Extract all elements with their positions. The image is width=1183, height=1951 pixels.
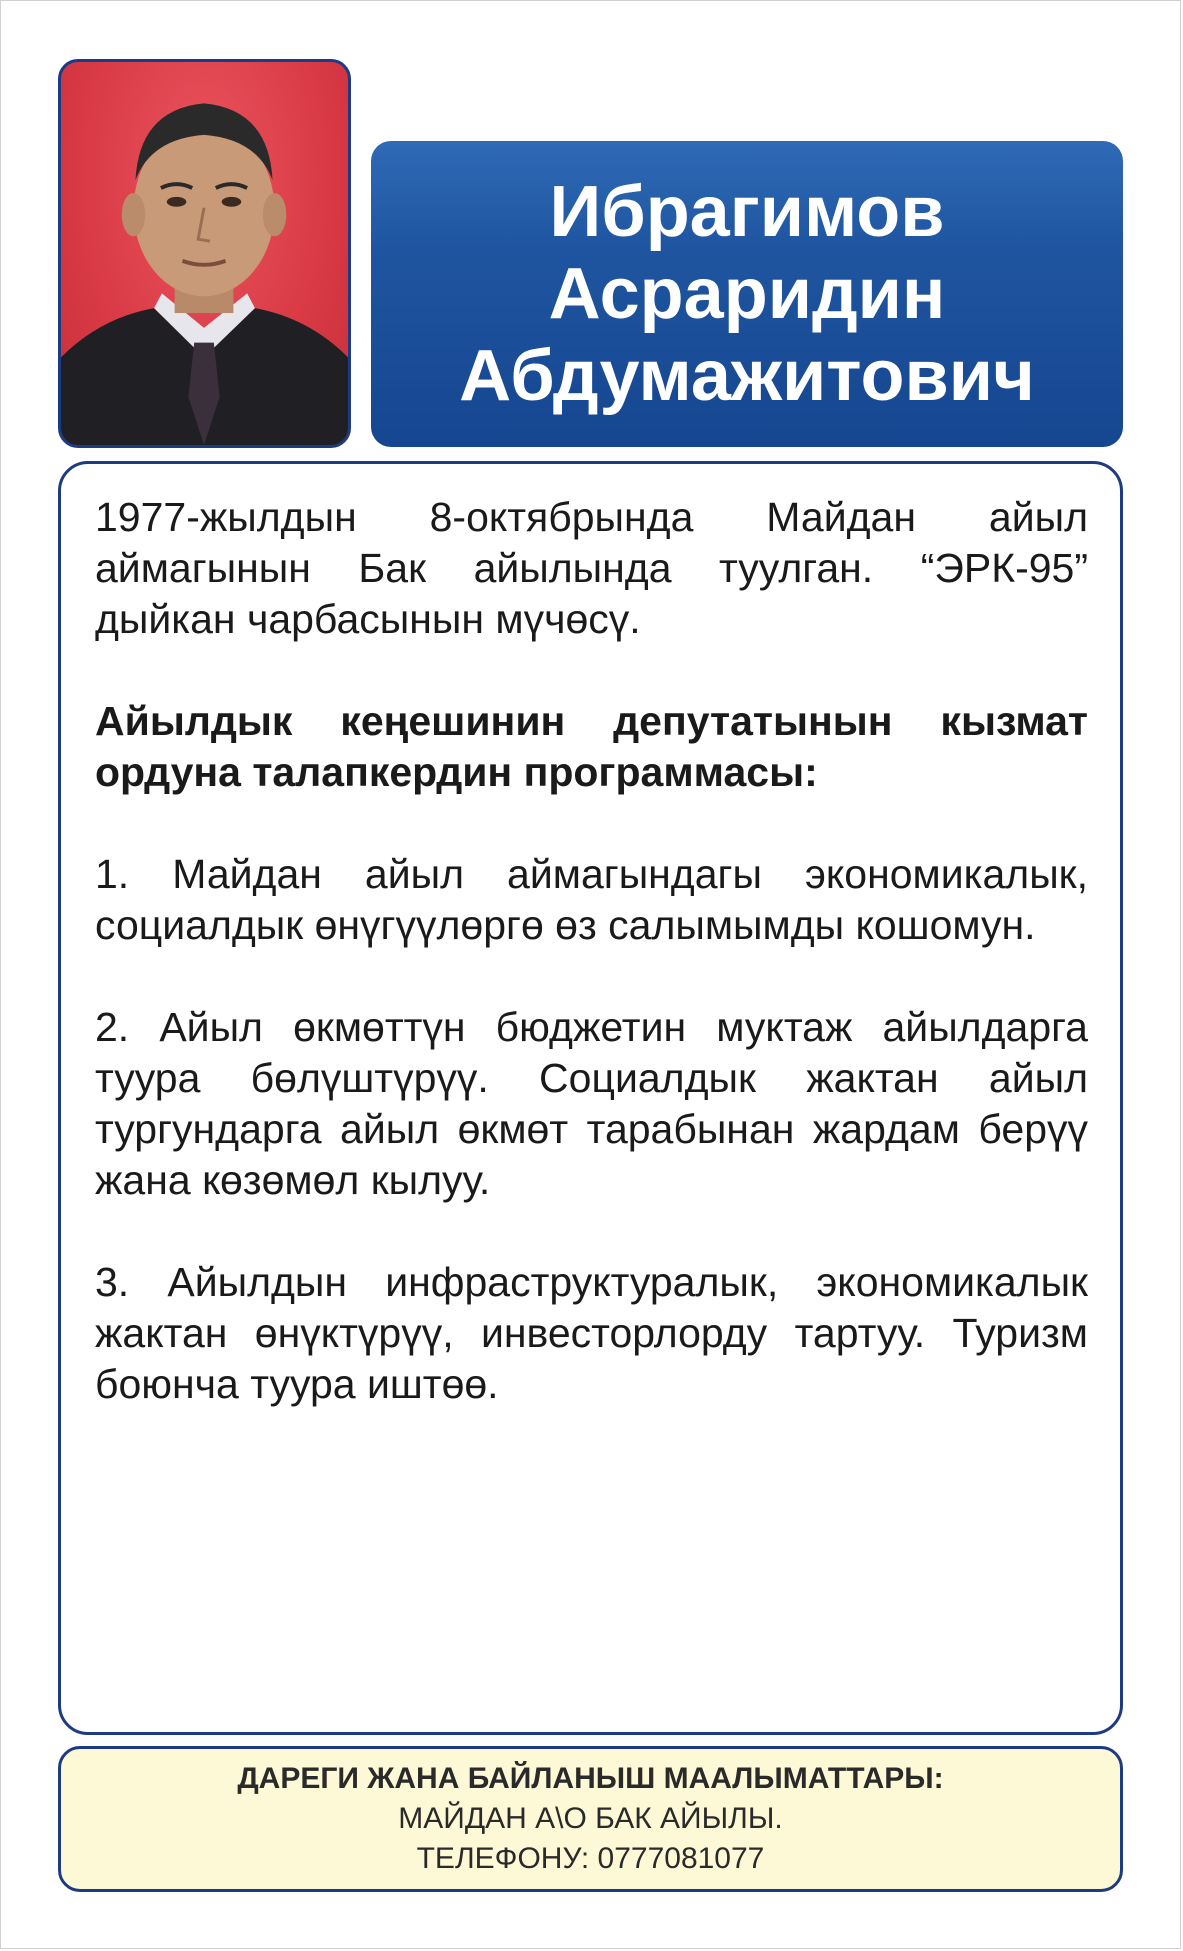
biography-intro: 1977-жылдын 8-октябрында Майдан айыл аймагынын Бак айылында туулган. “ЭРК-95” дыйкан чарбасынын мүчөсү. bbox=[95, 494, 1088, 642]
program-item-1: 1. Майдан айыл аймагындагы экономикалык, социалдык өнүгүүлөргө өз салымымды кошомун. bbox=[95, 851, 1088, 948]
biography-panel bbox=[58, 461, 1123, 1735]
candidate-photo bbox=[58, 59, 351, 448]
program-item-3: 3. Айылдын инфраструктуралык, экономикалык жактан өнүктүрүү, инвесторлорду тартуу. Туризм боюнча туура иштөө. bbox=[95, 1259, 1088, 1407]
candidate-name-banner bbox=[371, 141, 1123, 447]
candidate-surname: Ибрагимов bbox=[549, 172, 945, 252]
contact-title: ДАРЕГИ ЖАНА БАЙЛАНЫШ МААЛЫМАТТАРЫ: bbox=[237, 1762, 944, 1795]
candidate-patronymic: Абдумажитович bbox=[459, 336, 1035, 416]
contact-panel bbox=[58, 1746, 1123, 1892]
contact-address: МАЙДАН А\О БАК АЙЫЛЫ. bbox=[398, 1802, 783, 1835]
program-heading: Айылдык кеңешинин депутатынын кызмат ордуна талапкердин программасы: bbox=[95, 698, 1088, 795]
candidate-first-name: Асраридин bbox=[548, 254, 946, 334]
contact-phone: ТЕЛЕФОНУ: 0777081077 bbox=[416, 1842, 765, 1875]
program-item-2: 2. Айыл өкмөттүн бюджетин муктаж айылдарга туура бөлүштүрүү. Социалдык жактан айыл тургундарга айыл өкмөт тарабынан жардам берүү жана көзөмөл кылуу. bbox=[95, 1004, 1088, 1203]
